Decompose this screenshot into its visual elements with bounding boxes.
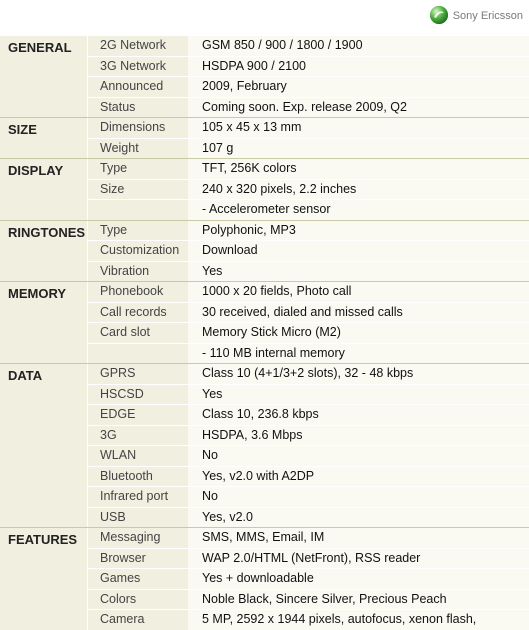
spec-value: Yes, v2.0 xyxy=(188,508,529,528)
spec-row xyxy=(88,507,529,528)
spec-label: Bluetooth xyxy=(88,467,188,487)
spec-label: Vibration xyxy=(88,262,188,282)
spec-value: Memory Stick Micro (M2) xyxy=(188,323,529,343)
spec-row xyxy=(88,56,529,77)
spec-value: Yes xyxy=(188,262,529,282)
spec-section-data xyxy=(0,364,529,528)
spec-row xyxy=(88,76,529,97)
spec-label: Colors xyxy=(88,590,188,610)
section-rows xyxy=(88,528,529,630)
spec-label: Customization xyxy=(88,241,188,261)
spec-label: Phonebook xyxy=(88,282,188,302)
spec-row xyxy=(88,179,529,200)
spec-row xyxy=(88,36,529,56)
spec-label: Status xyxy=(88,98,188,118)
section-title: DISPLAY xyxy=(0,159,88,220)
spec-label: HSCSD xyxy=(88,385,188,405)
section-rows xyxy=(88,36,529,117)
spec-value: No xyxy=(188,446,529,466)
spec-row xyxy=(88,261,529,282)
spec-row xyxy=(88,568,529,589)
spec-row xyxy=(88,445,529,466)
spec-value: Download xyxy=(188,241,529,261)
spec-value: 5 MP, 2592 x 1944 pixels, autofocus, xenon flash, xyxy=(188,610,529,630)
spec-label: Infrared port xyxy=(88,487,188,507)
spec-value: Class 10 (4+1/3+2 slots), 32 - 48 kbps xyxy=(188,364,529,384)
spec-row xyxy=(88,240,529,261)
section-title: RINGTONES xyxy=(0,221,88,282)
spec-label: Camera xyxy=(88,610,188,630)
spec-row xyxy=(88,97,529,118)
section-title: DATA xyxy=(0,364,88,527)
spec-label xyxy=(88,200,188,220)
spec-row xyxy=(88,486,529,507)
spec-label: WLAN xyxy=(88,446,188,466)
spec-row xyxy=(88,384,529,405)
spec-sheet xyxy=(0,36,529,630)
spec-value: 2009, February xyxy=(188,77,529,97)
spec-label: 2G Network xyxy=(88,36,188,56)
spec-row xyxy=(88,118,529,138)
spec-value: Coming soon. Exp. release 2009, Q2 xyxy=(188,98,529,118)
spec-value: Noble Black, Sincere Silver, Precious Peach xyxy=(188,590,529,610)
spec-label: Type xyxy=(88,159,188,179)
spec-value: Yes + downloadable xyxy=(188,569,529,589)
brand-name: Sony Ericsson xyxy=(452,10,523,22)
spec-value: Polyphonic, MP3 xyxy=(188,221,529,241)
section-rows xyxy=(88,118,529,158)
sony-ericsson-logo-icon xyxy=(429,5,449,28)
spec-value: Yes xyxy=(188,385,529,405)
spec-label: Card slot xyxy=(88,323,188,343)
spec-value: TFT, 256K colors xyxy=(188,159,529,179)
spec-value: 107 g xyxy=(188,139,529,159)
spec-section-general xyxy=(0,36,529,118)
spec-row xyxy=(88,425,529,446)
brand-header xyxy=(429,4,523,28)
spec-label: EDGE xyxy=(88,405,188,425)
spec-section-display xyxy=(0,159,529,221)
spec-section-features xyxy=(0,528,529,630)
spec-row xyxy=(88,589,529,610)
spec-label: Weight xyxy=(88,139,188,159)
spec-row xyxy=(88,199,529,220)
spec-value: GSM 850 / 900 / 1800 / 1900 xyxy=(188,36,529,56)
section-rows xyxy=(88,221,529,282)
spec-label: Browser xyxy=(88,549,188,569)
spec-row xyxy=(88,221,529,241)
section-title: GENERAL xyxy=(0,36,88,117)
spec-label: Announced xyxy=(88,77,188,97)
spec-row xyxy=(88,343,529,364)
section-title: FEATURES xyxy=(0,528,88,630)
section-rows xyxy=(88,282,529,363)
spec-section-size xyxy=(0,118,529,159)
spec-value: - Accelerometer sensor xyxy=(188,200,529,220)
spec-label: Size xyxy=(88,180,188,200)
spec-row xyxy=(88,466,529,487)
section-title: SIZE xyxy=(0,118,88,158)
spec-label: 3G Network xyxy=(88,57,188,77)
spec-row xyxy=(88,159,529,179)
section-rows xyxy=(88,364,529,527)
spec-label xyxy=(88,344,188,364)
spec-label: Games xyxy=(88,569,188,589)
spec-value: 105 x 45 x 13 mm xyxy=(188,118,529,138)
spec-row xyxy=(88,404,529,425)
spec-value: 30 received, dialed and missed calls xyxy=(188,303,529,323)
spec-row xyxy=(88,302,529,323)
spec-section-memory xyxy=(0,282,529,364)
spec-label: Dimensions xyxy=(88,118,188,138)
spec-value: Yes, v2.0 with A2DP xyxy=(188,467,529,487)
spec-value: Class 10, 236.8 kbps xyxy=(188,405,529,425)
spec-value: SMS, MMS, Email, IM xyxy=(188,528,529,548)
spec-section-ringtones xyxy=(0,221,529,283)
spec-value: - 110 MB internal memory xyxy=(188,344,529,364)
spec-value: 1000 x 20 fields, Photo call xyxy=(188,282,529,302)
spec-row xyxy=(88,609,529,630)
spec-row xyxy=(88,138,529,159)
section-title: MEMORY xyxy=(0,282,88,363)
spec-value: HSDPA, 3.6 Mbps xyxy=(188,426,529,446)
spec-row xyxy=(88,528,529,548)
spec-label: 3G xyxy=(88,426,188,446)
spec-label: Call records xyxy=(88,303,188,323)
spec-value: 240 x 320 pixels, 2.2 inches xyxy=(188,180,529,200)
spec-label: Type xyxy=(88,221,188,241)
spec-row xyxy=(88,364,529,384)
spec-value: No xyxy=(188,487,529,507)
spec-label: USB xyxy=(88,508,188,528)
spec-row xyxy=(88,282,529,302)
spec-label: Messaging xyxy=(88,528,188,548)
spec-row xyxy=(88,322,529,343)
spec-row xyxy=(88,548,529,569)
spec-label: GPRS xyxy=(88,364,188,384)
spec-value: WAP 2.0/HTML (NetFront), RSS reader xyxy=(188,549,529,569)
section-rows xyxy=(88,159,529,220)
spec-value: HSDPA 900 / 2100 xyxy=(188,57,529,77)
